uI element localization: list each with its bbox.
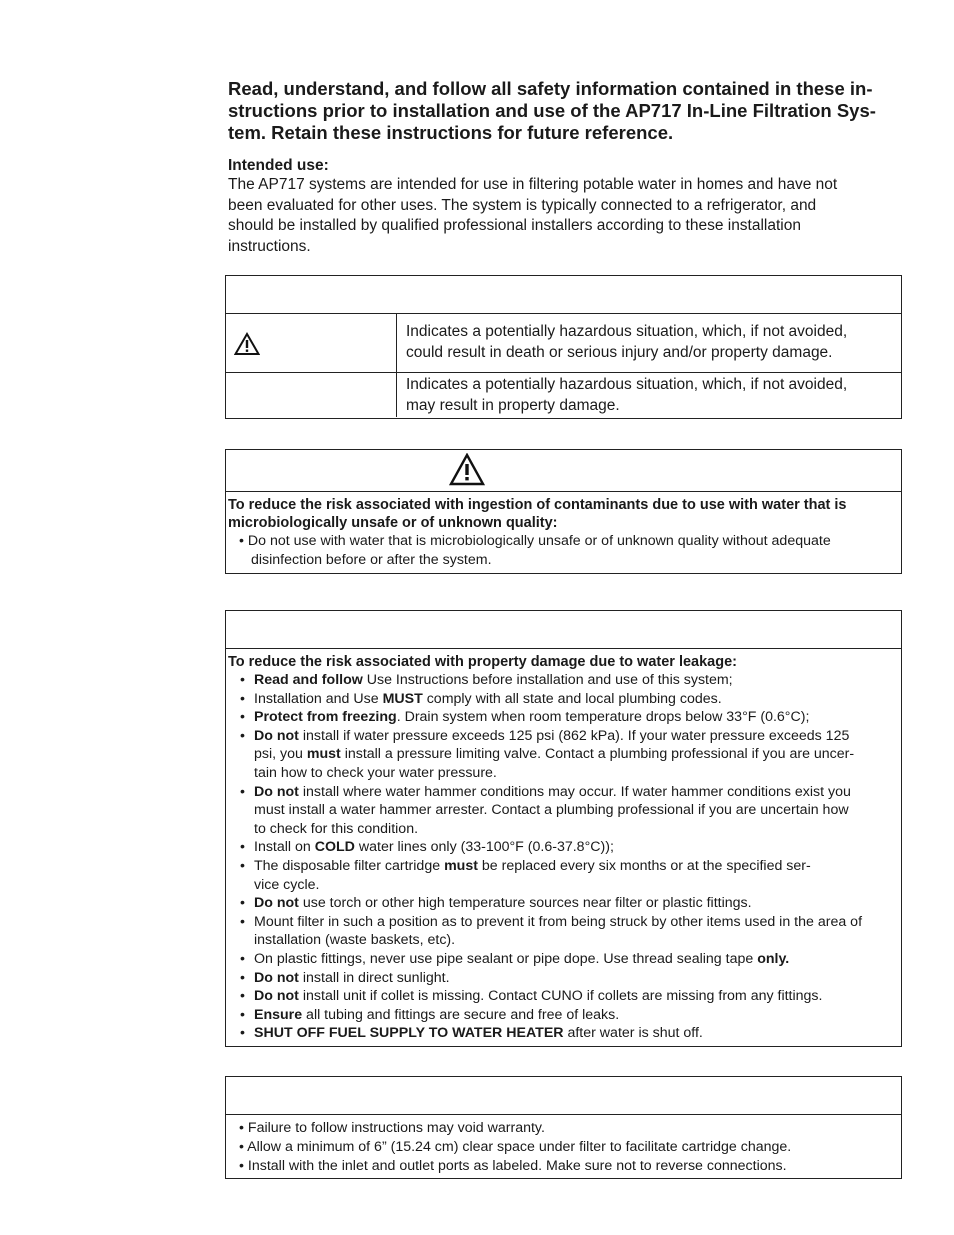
notice-box-header [226, 1077, 901, 1115]
list-item: • Mount filter in such a position as to prevent it from being struck by other items used in the area of installation (waste baskets, etc). [240, 913, 897, 950]
intended-use-label: Intended use: [228, 157, 329, 174]
caution-list [226, 671, 901, 1043]
signal-row-description [397, 373, 901, 417]
intended-use-line: instructions. [228, 237, 311, 255]
intended-use-line: The AP717 systems are intended for use in filtering potable water in homes and have not [228, 176, 838, 193]
warning-box-header [226, 450, 901, 492]
signal-description-line: Indicates a potentially hazardous situation, which, if not avoided, [406, 323, 848, 340]
list-item: • Do not install unit if collet is missing. Contact CUNO if collets are missing from any fittings. [240, 987, 897, 1006]
list-item: • Do not install where water hammer conditions may occur. If water hammer conditions exist you must install a water hammer arrester. Contact a plumbing professional if you are uncertain how to check for this condition. [240, 783, 897, 839]
list-item: • Read and follow Use Instructions before installation and use of this system; [240, 671, 897, 690]
list-item: • Do not install in direct sunlight. [240, 969, 897, 988]
notice-box [225, 1076, 902, 1179]
signal-word-table [225, 275, 902, 419]
intro-title-line: structions prior to installation and use of the AP717 In-Line Filtration Sys- [228, 100, 876, 121]
list-item: • On plastic fittings, never use pipe sealant or pipe dope. Use thread sealing tape only. [240, 950, 897, 969]
intro-section [228, 78, 908, 257]
signal-row-label-cell [226, 373, 397, 417]
list-item: • Protect from freezing. Drain system when room temperature drops below 33°F (0.6°C); [240, 708, 897, 727]
caution-lead-text: To reduce the risk associated with property damage due to water leakage: [228, 654, 737, 670]
warning-lead-line: microbiologically unsafe or of unknown quality: [228, 515, 558, 531]
notice-list [226, 1119, 901, 1175]
caution-box-header [226, 611, 901, 649]
warning-triangle-icon [449, 453, 485, 486]
list-item: • The disposable filter cartridge must be replaced every six months or at the specified ser- vice cycle. [240, 857, 897, 894]
signal-table-header [226, 276, 901, 314]
list-item: • Install with the inlet and outlet ports as labeled. Make sure not to reverse connections. [239, 1157, 787, 1174]
list-item: • Ensure all tubing and fittings are secure and free of leaks. [240, 1006, 897, 1025]
warning-bullet-line: disinfection before or after the system. [251, 551, 492, 568]
list-item: • Install on COLD water lines only (33-100°F (0.6-37.8°C)); [240, 838, 897, 857]
intended-use-line: should be installed by qualified professional installers according to these installation [228, 217, 801, 234]
warning-bullet-line: • Do not use with water that is microbiologically unsafe or of unknown quality without adequate [239, 533, 831, 549]
signal-row-label-cell [226, 314, 397, 372]
signal-description-line: may result in property damage. [406, 396, 620, 414]
list-item: • Installation and Use MUST comply with all state and local plumbing codes. [240, 690, 897, 709]
signal-description-line: could result in death or serious injury and/or property damage. [406, 343, 833, 361]
caution-box [225, 610, 902, 1047]
warning-lead-line: To reduce the risk associated with ingestion of contaminants due to use with water that is [228, 497, 847, 513]
intro-title-line: Read, understand, and follow all safety information contained in these in- [228, 78, 873, 99]
list-item: • SHUT OFF FUEL SUPPLY TO WATER HEATER after water is shut off. [240, 1024, 897, 1043]
list-item: • Failure to follow instructions may void warranty. [239, 1120, 545, 1136]
signal-row-caution [226, 373, 901, 417]
warning-triangle-icon [234, 332, 260, 356]
intended-use-text [228, 175, 908, 257]
signal-row-description [397, 314, 901, 372]
signal-row-warning [226, 314, 901, 373]
list-item: • Allow a minimum of 6” (15.24 cm) clear space under filter to facilitate cartridge change. [239, 1138, 792, 1155]
warning-bullet [226, 532, 901, 569]
signal-description-line: Indicates a potentially hazardous situation, which, if not avoided, [406, 376, 848, 393]
warning-box [225, 449, 902, 574]
intro-title-line: tem. Retain these instructions for future reference. [228, 122, 674, 143]
list-item: • Do not use torch or other high temperature sources near filter or plastic fittings. [240, 894, 897, 913]
intended-use-line: been evaluated for other uses. The system is typically connected to a refrigerator, and [228, 196, 817, 214]
intro-title [228, 78, 908, 144]
list-item: • Do not install if water pressure exceeds 125 psi (862 kPa). If your water pressure exceeds 125 psi, you must install a pressure limiting valve. Contact a plumbing professional if you are uncer- tain how to check your water pressure. [240, 727, 897, 783]
warning-lead-text [226, 492, 901, 532]
